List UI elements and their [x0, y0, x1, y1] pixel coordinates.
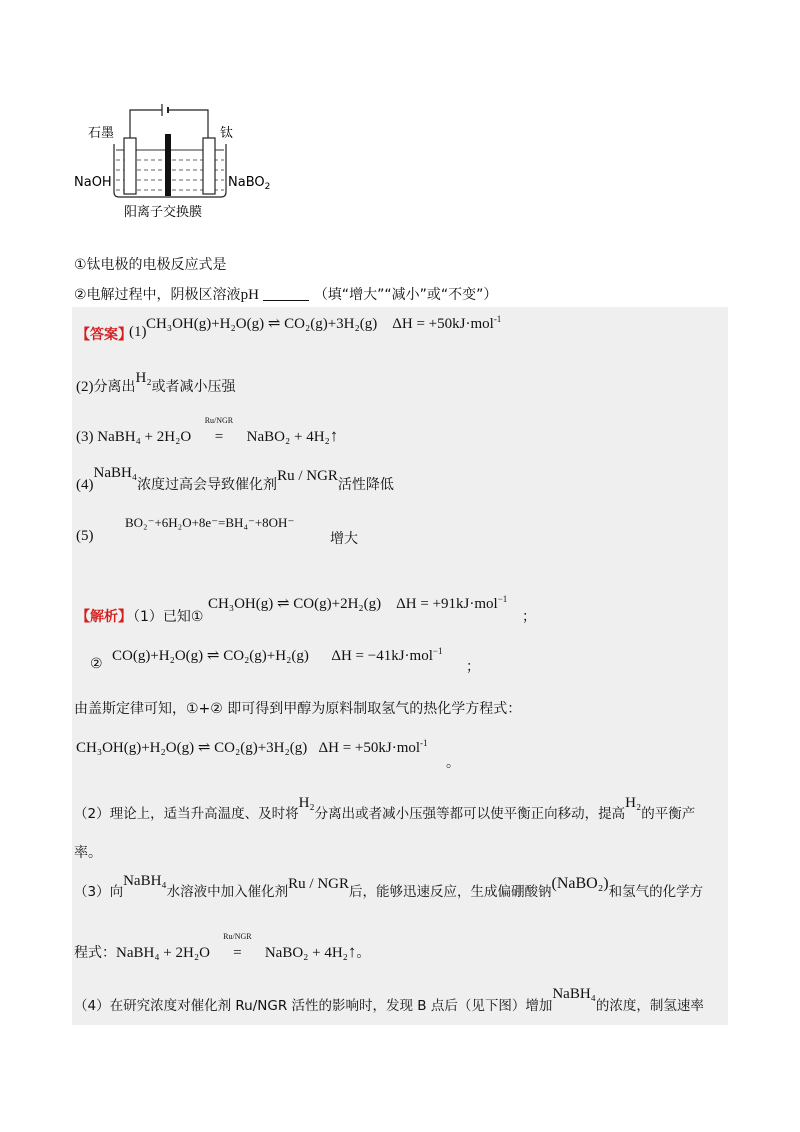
svg-text:NaBO2 — [228, 175, 270, 192]
answer-3-reactants: NaBH₄ + 2H₂O — [97, 429, 192, 445]
analysis-6-catalyst: Ru / NGR — [288, 876, 349, 892]
titanium-label: 钛 — [220, 126, 234, 141]
analysis-tag: 【解析】 — [76, 609, 132, 625]
equilibrium-arrow: ⇌ — [267, 316, 281, 332]
answer-2-h2: H₂ — [135, 370, 152, 386]
analysis-4-end: 。 — [446, 755, 460, 771]
analysis-6-c: 后，能够迅速反应，生成偏硼酸钠 — [349, 884, 552, 900]
answer-4 — [76, 465, 394, 494]
analysis-2-enthalpy: ΔH = −41kJ·mol — [331, 648, 433, 664]
analysis-5-d: 率。 — [74, 845, 102, 861]
analysis-4-reaction: CH₃OH(g)+H₂O(g) ⇌ CO₂(g)+3H₂(g) — [76, 740, 308, 756]
graphite-label: 石墨 — [88, 126, 115, 141]
analysis-6-b: 水溶液中加入催化剂 — [166, 884, 289, 900]
nabo2-label: NaBO — [228, 175, 265, 190]
answer-3 — [76, 416, 339, 446]
analysis-6-a: （3）向 — [74, 884, 124, 900]
answer-1-enthalpy: ΔH = +50kJ·mol — [392, 316, 494, 332]
analysis-5-a: （2）理论上，适当升高温度、及时将 — [74, 806, 299, 822]
membrane-label: 阳离子交换膜 — [124, 205, 203, 220]
analysis-4-equation — [76, 738, 428, 757]
answer-3-catalyst: Ru/NGR — [204, 416, 234, 425]
answer-2-number: (2) — [76, 379, 94, 395]
answer-3-equals: = — [214, 429, 224, 445]
question-2-suffix: （填“增大”“减小”或“不变”） — [313, 287, 498, 303]
analysis-3: 由盖斯定律可知，①+② 即可得到甲醇为原料制取氢气的热化学方程式： — [74, 701, 522, 717]
answer-4-catalyst: Ru / NGR — [277, 468, 338, 484]
analysis-7-equals: = — [233, 945, 242, 961]
analysis-7-end: 。 — [356, 945, 371, 961]
answer-5-number: (5) — [76, 528, 94, 544]
analysis-7-products: NaBO₂ + 4H₂ — [264, 945, 348, 961]
analysis-2-enthalpy-exponent: −1 — [432, 646, 443, 656]
analysis-4-enthalpy-exponent: -1 — [420, 738, 428, 748]
answer-3-number: (3) — [76, 429, 94, 445]
answer-1-products: CO₂(g)+3H₂(g) — [284, 316, 378, 332]
analysis-6-d: 和氢气的化学方 — [608, 884, 704, 900]
analysis-7 — [74, 932, 371, 962]
answer-2-post: 或者减小压强 — [151, 379, 236, 395]
analysis-8-b: 的浓度，制氢速率 — [595, 998, 704, 1014]
gas-arrow-icon: ↑ — [347, 942, 357, 961]
answer-analysis-panel — [72, 307, 728, 1025]
answer-4-post: 活性降低 — [337, 477, 394, 493]
analysis-7-reactants: NaBH₄ + 2H₂O — [116, 945, 210, 961]
analysis-7-a: 程式： — [74, 945, 116, 961]
analysis-1-reaction: CH₃OH(g) ⇌ CO(g)+2H₂(g) — [208, 596, 382, 612]
answer-blank — [263, 287, 309, 301]
analysis-2-end: ； — [466, 659, 480, 675]
analysis-5-h2: H₂ — [298, 795, 315, 811]
analysis-1-end: ； — [522, 609, 536, 625]
answer-1-enthalpy-exponent: -1 — [493, 314, 502, 324]
question-2-prefix: ②电解过程中，阴极区溶液 — [74, 287, 241, 303]
naoh-label: NaOH — [74, 175, 112, 190]
answer-5-result: 增大 — [330, 531, 358, 547]
analysis-5-c: 的平衡产 — [641, 806, 696, 822]
analysis-7-catalyst: Ru/NGR — [223, 932, 252, 941]
answer-2-pre: 分离出 — [93, 379, 136, 395]
analysis-5-h2b: H₂ — [625, 795, 642, 811]
analysis-1-enthalpy-exponent: −1 — [497, 594, 508, 604]
analysis-2-equation — [112, 646, 442, 665]
answer-3-products: NaBO₂ + 4H₂ — [246, 429, 330, 445]
question-2 — [74, 284, 497, 304]
analysis-2-number: ② — [90, 656, 103, 672]
analysis-6-nabh4: NaBH₄ — [123, 873, 167, 889]
ph-text: pH — [240, 287, 259, 303]
analysis-8 — [74, 986, 704, 1015]
analysis-1-prefix: （1）已知① — [126, 609, 204, 625]
analysis-5 — [74, 795, 696, 823]
answer-1-equation — [146, 314, 501, 333]
answer-2 — [76, 370, 236, 396]
analysis-6 — [74, 873, 704, 901]
answer-1-number: (1) — [129, 324, 147, 340]
analysis-1-equation — [208, 594, 507, 613]
analysis-2-reaction: CO(g)+H₂O(g) ⇌ CO₂(g)+H₂(g) — [112, 648, 309, 664]
analysis-8-a: （4）在研究浓度对催化剂 Ru/NGR 活性的影响时，发现 B 点后（见下图）增加 — [74, 998, 553, 1014]
analysis-4-enthalpy: ΔH = +50kJ·mol — [318, 740, 421, 756]
answer-5-equation: BO₂⁻+6H₂O+8e⁻=BH₄⁻+8OH⁻ — [125, 515, 295, 530]
analysis-8-nabh4: NaBH₄ — [552, 986, 596, 1002]
analysis-6-nabo2: (NaBO₂) — [551, 875, 609, 892]
nabo2-subscript: 2 — [264, 182, 270, 192]
gas-arrow-icon: ↑ — [329, 426, 339, 445]
answer-4-nabh4: NaBH₄ — [93, 465, 138, 481]
analysis-5-b: 分离出或者减小压强等都可以使平衡正向移动，提高 — [314, 806, 626, 822]
analysis-1-enthalpy: ΔH = +91kJ·mol — [396, 596, 498, 612]
answer-4-number: (4) — [76, 477, 94, 493]
electrolysis-diagram — [70, 100, 270, 220]
answer-tag: 【答案】 — [76, 327, 132, 343]
answer-1-reactants: CH₃OH(g)+H₂O(g) — [146, 316, 265, 332]
answer-4-mid: 浓度过高会导致催化剂 — [137, 477, 278, 493]
question-1: ①钛电极的电极反应式是 — [74, 257, 227, 273]
